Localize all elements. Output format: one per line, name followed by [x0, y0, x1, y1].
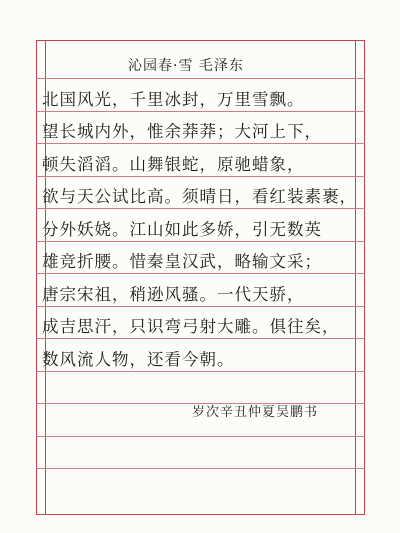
- poem-line-5: 分外妖娆。江山如此多娇，引无数英: [42, 220, 322, 239]
- ruled-line: [36, 208, 365, 209]
- poem-line-3: 顿失滔滔。山舞银蛇，原驰蜡象，: [42, 155, 305, 174]
- poem-line-7: 唐宗宋祖，稍逊风骚。一代天骄，: [42, 285, 305, 304]
- poem-line-1: 北国风光，千里冰封，万里雪飘。: [42, 90, 305, 109]
- poem-line-6: 雄竞折腰。惜秦皇汉武，略输文采；: [42, 252, 322, 271]
- poem-line-8: 成吉思汗，只识弯弓射大雕。俱往矣，: [42, 317, 340, 336]
- poem-line-9: 数风流人物，还看今朝。: [42, 350, 235, 369]
- ruled-line: [36, 78, 365, 79]
- signature: 岁次辛丑仲夏吴鹏书: [192, 405, 319, 420]
- poem-title: 沁园春·雪 毛泽东: [128, 58, 244, 74]
- ruled-line: [36, 436, 365, 437]
- ruled-line: [36, 176, 365, 177]
- ruled-line: [36, 306, 365, 307]
- ruled-line: [36, 371, 365, 372]
- ruled-line: [36, 143, 365, 144]
- ruled-line: [36, 241, 365, 242]
- poem-line-2: 望长城内外，惟余莽莽；大河上下，: [42, 122, 322, 141]
- ruled-line: [36, 273, 365, 274]
- ruled-line: [36, 338, 365, 339]
- ruled-line: [36, 111, 365, 112]
- ruled-line: [36, 468, 365, 469]
- poem-line-4: 欲与天公试比高。须晴日，看红装素裹，: [42, 187, 357, 206]
